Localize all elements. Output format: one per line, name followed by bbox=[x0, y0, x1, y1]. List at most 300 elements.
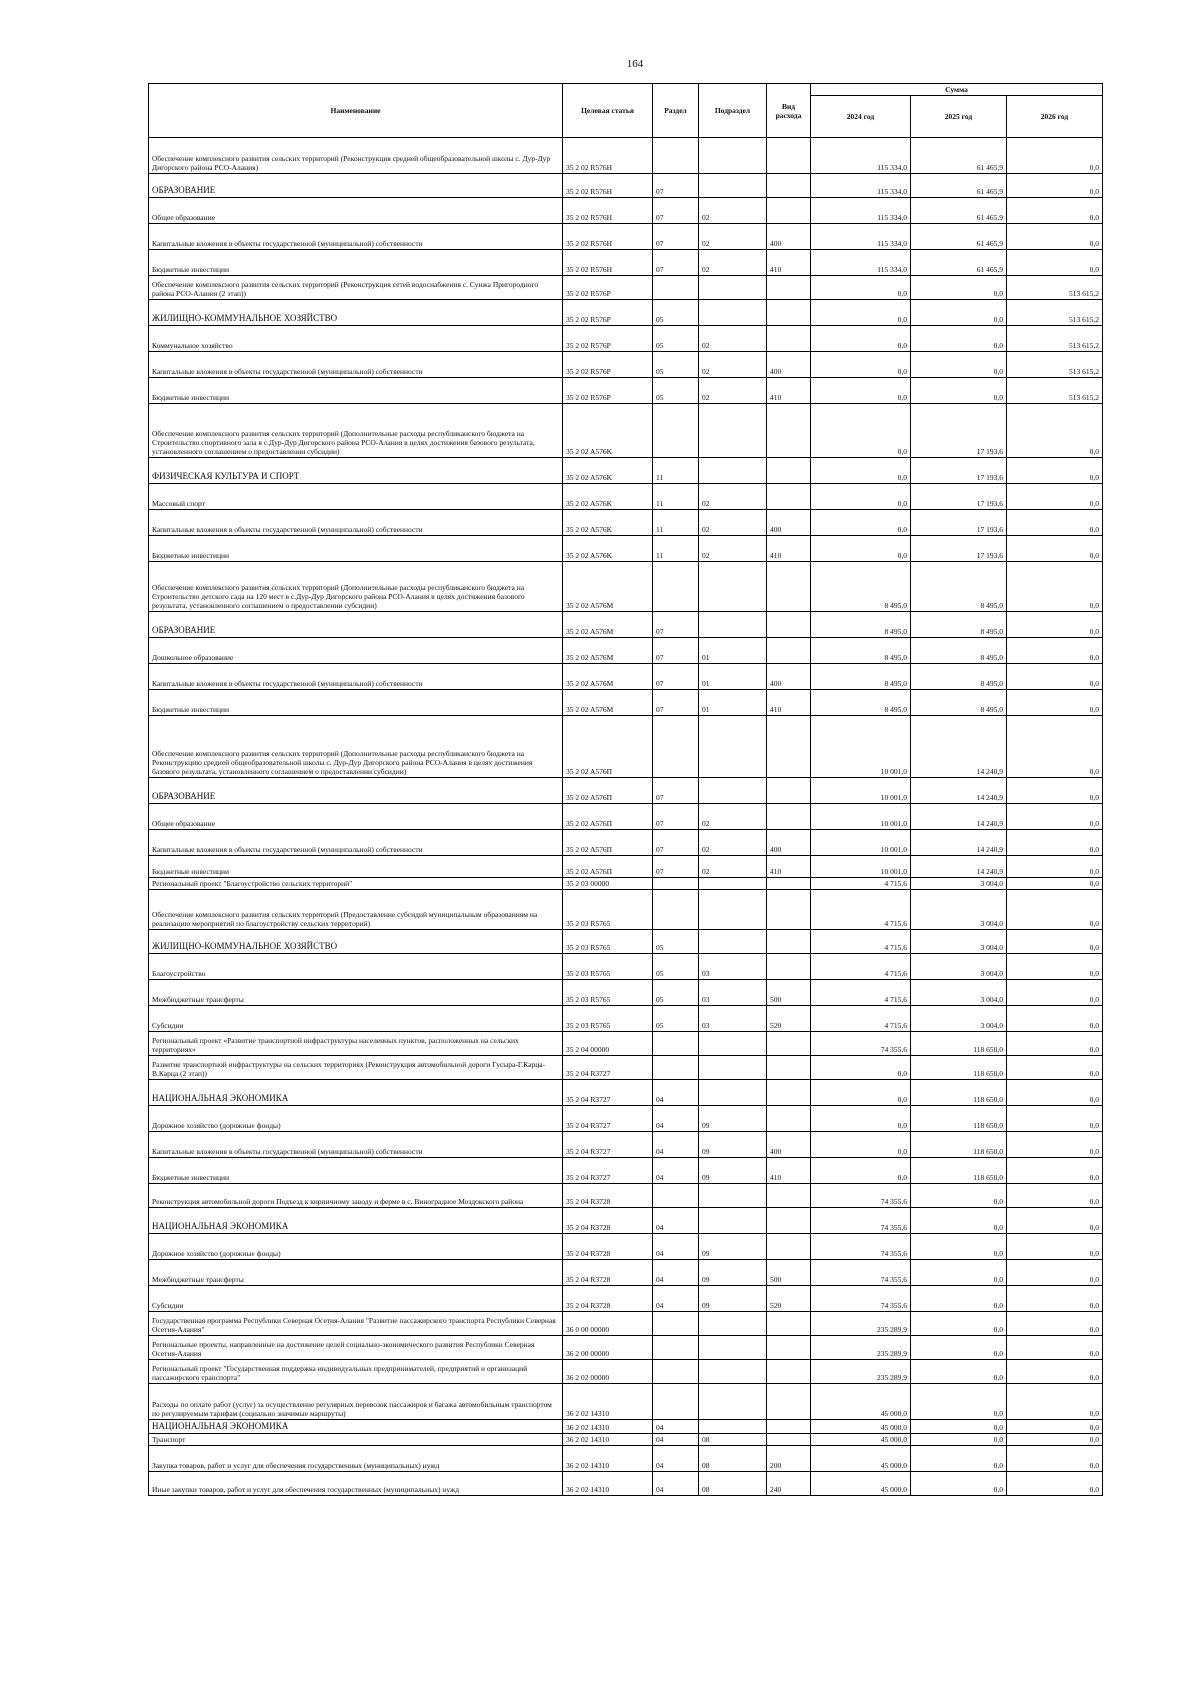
cell-2026: 0,0 bbox=[1007, 830, 1103, 856]
cell-2025: 118 650,0 bbox=[911, 1032, 1007, 1056]
table-row bbox=[149, 404, 1103, 458]
table-row bbox=[149, 612, 1103, 638]
cell-target: 35 2 02 A576П bbox=[563, 716, 653, 778]
cell-target: 35 2 02 A576M bbox=[563, 612, 653, 638]
cell-2026: 513 615,2 bbox=[1007, 276, 1103, 300]
cell-2024: 115 334,0 bbox=[811, 250, 911, 276]
cell-2026: 0,0 bbox=[1007, 1080, 1103, 1106]
cell-kind: 410 bbox=[767, 856, 811, 878]
cell-section: 05 bbox=[653, 378, 699, 404]
cell-section bbox=[653, 562, 699, 612]
cell-kind bbox=[767, 276, 811, 300]
cell-target: 35 2 04 R3727 bbox=[563, 1056, 653, 1080]
cell-2026: 0,0 bbox=[1007, 612, 1103, 638]
cell-target: 35 2 02 A576M bbox=[563, 562, 653, 612]
cell-section bbox=[653, 1312, 699, 1336]
cell-2024: 10 001,0 bbox=[811, 856, 911, 878]
cell-2025: 3 004,0 bbox=[911, 878, 1007, 890]
cell-subsection bbox=[699, 1360, 767, 1384]
cell-2024: 0,0 bbox=[811, 1106, 911, 1132]
cell-name: Государственная программа Республики Северная Осетия-Алания "Развитие пассажирского транспорта Республики Северная Осетия-Алания" bbox=[149, 1312, 563, 1336]
cell-section bbox=[653, 716, 699, 778]
table-row bbox=[149, 1471, 1103, 1495]
cell-subsection bbox=[699, 778, 767, 804]
cell-2026: 0,0 bbox=[1007, 1286, 1103, 1312]
cell-section: 07 bbox=[653, 778, 699, 804]
cell-2025: 8 495,0 bbox=[911, 612, 1007, 638]
cell-2026: 513 615,2 bbox=[1007, 300, 1103, 326]
cell-name: Общее образование bbox=[149, 804, 563, 830]
cell-subsection: 03 bbox=[699, 980, 767, 1006]
cell-2024: 0,0 bbox=[811, 484, 911, 510]
cell-target: 35 2 02 A576K bbox=[563, 484, 653, 510]
cell-2024: 4 715,6 bbox=[811, 1006, 911, 1032]
cell-subsection: 02 bbox=[699, 326, 767, 352]
cell-name: Дорожное хозяйство (дорожные фонды) bbox=[149, 1106, 563, 1132]
table-row bbox=[149, 250, 1103, 276]
cell-name: Общее образование bbox=[149, 198, 563, 224]
cell-2025: 118 650,0 bbox=[911, 1056, 1007, 1080]
cell-kind bbox=[767, 1080, 811, 1106]
cell-2024: 4 715,6 bbox=[811, 980, 911, 1006]
cell-kind bbox=[767, 174, 811, 198]
cell-2024: 74 355,6 bbox=[811, 1208, 911, 1234]
cell-subsection: 02 bbox=[699, 804, 767, 830]
cell-2026: 0,0 bbox=[1007, 1360, 1103, 1384]
cell-subsection: 09 bbox=[699, 1132, 767, 1158]
cell-target: 35 2 02 R576P bbox=[563, 326, 653, 352]
cell-kind: 500 bbox=[767, 980, 811, 1006]
cell-2026: 0,0 bbox=[1007, 1158, 1103, 1184]
cell-section: 11 bbox=[653, 458, 699, 484]
cell-section bbox=[653, 1056, 699, 1080]
cell-2024: 8 495,0 bbox=[811, 690, 911, 716]
cell-2025: 0,0 bbox=[911, 300, 1007, 326]
cell-2025: 0,0 bbox=[911, 1433, 1007, 1445]
cell-2026: 0,0 bbox=[1007, 664, 1103, 690]
cell-kind bbox=[767, 300, 811, 326]
table-row bbox=[149, 890, 1103, 930]
cell-target: 35 2 04 R3727 bbox=[563, 1132, 653, 1158]
cell-2024: 74 355,6 bbox=[811, 1184, 911, 1208]
cell-2026: 0,0 bbox=[1007, 1445, 1103, 1471]
cell-kind bbox=[767, 458, 811, 484]
budget-table bbox=[148, 83, 1103, 1496]
cell-2024: 8 495,0 bbox=[811, 664, 911, 690]
cell-2024: 10 001,0 bbox=[811, 804, 911, 830]
cell-name: Обеспечение комплексного развития сельских территорий (Реконструкция средней общеобразовательной школы с. Дур-Дур Дигорского района РСО-Алания) bbox=[149, 138, 563, 174]
cell-2025: 17 193,6 bbox=[911, 484, 1007, 510]
cell-subsection: 02 bbox=[699, 830, 767, 856]
cell-kind bbox=[767, 716, 811, 778]
cell-section: 11 bbox=[653, 510, 699, 536]
cell-section: 05 bbox=[653, 980, 699, 1006]
cell-kind bbox=[767, 638, 811, 664]
header-sum: Сумма bbox=[811, 84, 1103, 96]
cell-name: Капитальные вложения в объекты государственной (муниципальной) собственности bbox=[149, 1132, 563, 1158]
cell-name: Иные закупки товаров, работ и услуг для обеспечения государственных (муниципальных) нужд bbox=[149, 1471, 563, 1495]
cell-target: 35 2 02 R576P bbox=[563, 352, 653, 378]
cell-2026: 0,0 bbox=[1007, 1006, 1103, 1032]
cell-target: 36 2 02 14310 bbox=[563, 1420, 653, 1434]
cell-name: Межбюджетные трансферты bbox=[149, 1260, 563, 1286]
table-row bbox=[149, 954, 1103, 980]
cell-section bbox=[653, 276, 699, 300]
table-row bbox=[149, 930, 1103, 954]
cell-name: ОБРАЗОВАНИЕ bbox=[149, 612, 563, 638]
cell-target: 35 2 03 R5765 bbox=[563, 890, 653, 930]
cell-section: 07 bbox=[653, 224, 699, 250]
cell-2026: 0,0 bbox=[1007, 716, 1103, 778]
cell-subsection: 03 bbox=[699, 1006, 767, 1032]
table-row bbox=[149, 1336, 1103, 1360]
cell-2025: 0,0 bbox=[911, 378, 1007, 404]
cell-target: 35 2 02 R576H bbox=[563, 250, 653, 276]
cell-2025: 0,0 bbox=[911, 1286, 1007, 1312]
cell-subsection: 01 bbox=[699, 638, 767, 664]
cell-2024: 4 715,6 bbox=[811, 954, 911, 980]
cell-kind bbox=[767, 138, 811, 174]
cell-2025: 14 240,9 bbox=[911, 778, 1007, 804]
table-row bbox=[149, 690, 1103, 716]
header-2024: 2024 год bbox=[811, 96, 911, 138]
cell-2024: 0,0 bbox=[811, 1132, 911, 1158]
cell-section: 07 bbox=[653, 856, 699, 878]
cell-target: 35 2 02 R576H bbox=[563, 138, 653, 174]
cell-subsection bbox=[699, 716, 767, 778]
cell-2026: 0,0 bbox=[1007, 1032, 1103, 1056]
table-row bbox=[149, 1208, 1103, 1234]
cell-2024: 0,0 bbox=[811, 510, 911, 536]
cell-subsection bbox=[699, 1184, 767, 1208]
cell-name: Транспорт bbox=[149, 1433, 563, 1445]
cell-2025: 8 495,0 bbox=[911, 690, 1007, 716]
cell-2025: 61 465,9 bbox=[911, 224, 1007, 250]
cell-target: 35 2 02 R576H bbox=[563, 198, 653, 224]
cell-kind bbox=[767, 804, 811, 830]
cell-2026: 0,0 bbox=[1007, 638, 1103, 664]
cell-kind bbox=[767, 1384, 811, 1420]
cell-2025: 0,0 bbox=[911, 1260, 1007, 1286]
cell-section: 07 bbox=[653, 830, 699, 856]
table-row bbox=[149, 378, 1103, 404]
cell-2024: 4 715,6 bbox=[811, 890, 911, 930]
table-row bbox=[149, 224, 1103, 250]
cell-target: 35 2 02 A576П bbox=[563, 856, 653, 878]
table-row bbox=[149, 1158, 1103, 1184]
cell-kind bbox=[767, 1312, 811, 1336]
cell-subsection: 01 bbox=[699, 690, 767, 716]
cell-2024: 45 000,0 bbox=[811, 1384, 911, 1420]
cell-kind: 520 bbox=[767, 1286, 811, 1312]
cell-2025: 0,0 bbox=[911, 352, 1007, 378]
cell-2025: 118 650,0 bbox=[911, 1132, 1007, 1158]
cell-name: Коммунальное хозяйство bbox=[149, 326, 563, 352]
cell-name: Дошкольное образование bbox=[149, 638, 563, 664]
cell-name: НАЦИОНАЛЬНАЯ ЭКОНОМИКА bbox=[149, 1208, 563, 1234]
cell-kind bbox=[767, 326, 811, 352]
cell-subsection: 02 bbox=[699, 484, 767, 510]
cell-name: Региональные проекты, направленные на достижение целей социально-экономического развития Республики Северная Осетия-Алания bbox=[149, 1336, 563, 1360]
cell-2025: 3 004,0 bbox=[911, 930, 1007, 954]
table-row bbox=[149, 276, 1103, 300]
cell-name: Бюджетные инвестиции bbox=[149, 856, 563, 878]
cell-2026: 0,0 bbox=[1007, 1234, 1103, 1260]
cell-subsection bbox=[699, 138, 767, 174]
cell-subsection bbox=[699, 300, 767, 326]
cell-section: 04 bbox=[653, 1471, 699, 1495]
cell-2024: 4 715,6 bbox=[811, 878, 911, 890]
cell-2026: 0,0 bbox=[1007, 856, 1103, 878]
cell-target: 35 2 02 R576H bbox=[563, 224, 653, 250]
cell-2026: 0,0 bbox=[1007, 890, 1103, 930]
cell-kind: 400 bbox=[767, 830, 811, 856]
cell-kind bbox=[767, 878, 811, 890]
cell-2025: 17 193,6 bbox=[911, 404, 1007, 458]
cell-2024: 45 000,0 bbox=[811, 1420, 911, 1434]
cell-2026: 0,0 bbox=[1007, 1208, 1103, 1234]
cell-2025: 0,0 bbox=[911, 1445, 1007, 1471]
cell-target: 35 2 04 R3727 bbox=[563, 1080, 653, 1106]
cell-2026: 0,0 bbox=[1007, 1384, 1103, 1420]
cell-kind bbox=[767, 1234, 811, 1260]
cell-section: 07 bbox=[653, 198, 699, 224]
cell-2024: 0,0 bbox=[811, 536, 911, 562]
cell-section: 04 bbox=[653, 1260, 699, 1286]
cell-2026: 0,0 bbox=[1007, 878, 1103, 890]
cell-name: Капитальные вложения в объекты государственной (муниципальной) собственности bbox=[149, 224, 563, 250]
cell-subsection: 08 bbox=[699, 1445, 767, 1471]
cell-2025: 61 465,9 bbox=[911, 138, 1007, 174]
cell-target: 35 2 03 R5765 bbox=[563, 930, 653, 954]
cell-name: Субсидии bbox=[149, 1006, 563, 1032]
cell-2026: 0,0 bbox=[1007, 484, 1103, 510]
cell-name: Обеспечение комплексного развития сельских территорий (Дополнительные расходы республиканского бюджета на Строительство детского сада на 120 мест в с.Дур-Дур Дигорского района РСО-Алания в целях достижения базового результата, установленного соглашением о предоставлении субсидии) bbox=[149, 562, 563, 612]
cell-name: Капитальные вложения в объекты государственной (муниципальной) собственности bbox=[149, 352, 563, 378]
cell-kind: 410 bbox=[767, 1158, 811, 1184]
cell-section: 05 bbox=[653, 326, 699, 352]
cell-section: 04 bbox=[653, 1208, 699, 1234]
cell-section bbox=[653, 1336, 699, 1360]
cell-kind bbox=[767, 612, 811, 638]
cell-subsection: 02 bbox=[699, 378, 767, 404]
cell-2026: 0,0 bbox=[1007, 1312, 1103, 1336]
table-row bbox=[149, 174, 1103, 198]
cell-2025: 0,0 bbox=[911, 1471, 1007, 1495]
cell-name: Дорожное хозяйство (дорожные фонды) bbox=[149, 1234, 563, 1260]
cell-2024: 0,0 bbox=[811, 378, 911, 404]
cell-subsection: 02 bbox=[699, 352, 767, 378]
cell-2025: 118 650,0 bbox=[911, 1080, 1007, 1106]
cell-2026: 0,0 bbox=[1007, 174, 1103, 198]
cell-kind bbox=[767, 1433, 811, 1445]
cell-target: 35 2 02 A576M bbox=[563, 664, 653, 690]
table-row bbox=[149, 1056, 1103, 1080]
cell-2026: 0,0 bbox=[1007, 1336, 1103, 1360]
cell-kind bbox=[767, 1208, 811, 1234]
cell-2025: 0,0 bbox=[911, 1420, 1007, 1434]
cell-2026: 0,0 bbox=[1007, 980, 1103, 1006]
table-row bbox=[149, 1433, 1103, 1445]
cell-2025: 17 193,6 bbox=[911, 458, 1007, 484]
cell-2025: 8 495,0 bbox=[911, 638, 1007, 664]
header-kind: Вид расхода bbox=[767, 84, 811, 138]
cell-kind bbox=[767, 198, 811, 224]
cell-2024: 115 334,0 bbox=[811, 138, 911, 174]
cell-2025: 14 240,9 bbox=[911, 716, 1007, 778]
cell-subsection: 02 bbox=[699, 536, 767, 562]
cell-2024: 8 495,0 bbox=[811, 562, 911, 612]
cell-name: Бюджетные инвестиции bbox=[149, 1158, 563, 1184]
cell-section bbox=[653, 1184, 699, 1208]
cell-name: НАЦИОНАЛЬНАЯ ЭКОНОМИКА bbox=[149, 1080, 563, 1106]
cell-2024: 45 000,0 bbox=[811, 1433, 911, 1445]
cell-2024: 45 000,0 bbox=[811, 1445, 911, 1471]
cell-subsection bbox=[699, 174, 767, 198]
cell-subsection bbox=[699, 562, 767, 612]
cell-2026: 0,0 bbox=[1007, 458, 1103, 484]
table-row bbox=[149, 830, 1103, 856]
table-row bbox=[149, 1032, 1103, 1056]
cell-2026: 0,0 bbox=[1007, 510, 1103, 536]
table-row bbox=[149, 198, 1103, 224]
cell-target: 36 0 00 00000 bbox=[563, 1312, 653, 1336]
cell-2025: 0,0 bbox=[911, 1336, 1007, 1360]
cell-subsection: 09 bbox=[699, 1260, 767, 1286]
cell-name: ОБРАЗОВАНИЕ bbox=[149, 174, 563, 198]
cell-2024: 8 495,0 bbox=[811, 638, 911, 664]
cell-subsection bbox=[699, 276, 767, 300]
table-row bbox=[149, 138, 1103, 174]
cell-2026: 0,0 bbox=[1007, 778, 1103, 804]
cell-2024: 0,0 bbox=[811, 326, 911, 352]
cell-target: 36 2 02 14310 bbox=[563, 1471, 653, 1495]
cell-name: Субсидии bbox=[149, 1286, 563, 1312]
cell-2024: 74 355,6 bbox=[811, 1032, 911, 1056]
cell-2026: 0,0 bbox=[1007, 930, 1103, 954]
cell-subsection bbox=[699, 1336, 767, 1360]
cell-section bbox=[653, 138, 699, 174]
cell-kind bbox=[767, 484, 811, 510]
cell-2024: 115 334,0 bbox=[811, 224, 911, 250]
cell-2024: 235 289,9 bbox=[811, 1360, 911, 1384]
cell-2024: 10 001,0 bbox=[811, 778, 911, 804]
cell-subsection bbox=[699, 1208, 767, 1234]
cell-kind bbox=[767, 1336, 811, 1360]
cell-target: 35 2 02 A576K bbox=[563, 536, 653, 562]
cell-target: 35 2 04 R3728 bbox=[563, 1208, 653, 1234]
cell-subsection bbox=[699, 1312, 767, 1336]
cell-2024: 0,0 bbox=[811, 458, 911, 484]
cell-2026: 0,0 bbox=[1007, 536, 1103, 562]
cell-target: 35 2 03 R5765 bbox=[563, 980, 653, 1006]
cell-name: Обеспечение комплексного развития сельских территорий (Реконструкция сетей водоснабжения с. Сунжа Пригородного района РСО-Алания (2 этап)) bbox=[149, 276, 563, 300]
cell-2026: 513 615,2 bbox=[1007, 352, 1103, 378]
cell-kind: 410 bbox=[767, 536, 811, 562]
cell-target: 35 2 02 R576P bbox=[563, 300, 653, 326]
table-row bbox=[149, 1445, 1103, 1471]
cell-name: Благоустройство bbox=[149, 954, 563, 980]
cell-2025: 0,0 bbox=[911, 1384, 1007, 1420]
cell-2024: 0,0 bbox=[811, 1056, 911, 1080]
table-row bbox=[149, 352, 1103, 378]
page-number: 164 bbox=[626, 58, 644, 70]
cell-target: 35 2 02 R576H bbox=[563, 174, 653, 198]
cell-2026: 0,0 bbox=[1007, 224, 1103, 250]
cell-kind bbox=[767, 404, 811, 458]
table-row bbox=[149, 1420, 1103, 1434]
cell-target: 36 2 02 00000 bbox=[563, 1360, 653, 1384]
header-name: Наименование bbox=[149, 84, 563, 138]
cell-2025: 61 465,9 bbox=[911, 250, 1007, 276]
cell-section: 04 bbox=[653, 1080, 699, 1106]
cell-subsection: 08 bbox=[699, 1433, 767, 1445]
cell-kind: 520 bbox=[767, 1006, 811, 1032]
cell-kind bbox=[767, 1056, 811, 1080]
table-row bbox=[149, 664, 1103, 690]
cell-kind bbox=[767, 890, 811, 930]
cell-2025: 17 193,6 bbox=[911, 510, 1007, 536]
cell-section bbox=[653, 404, 699, 458]
cell-2026: 0,0 bbox=[1007, 1471, 1103, 1495]
cell-2025: 118 650,0 bbox=[911, 1106, 1007, 1132]
cell-2025: 0,0 bbox=[911, 1312, 1007, 1336]
cell-target: 36 2 02 14310 bbox=[563, 1384, 653, 1420]
cell-2025: 0,0 bbox=[911, 1208, 1007, 1234]
cell-kind bbox=[767, 1032, 811, 1056]
table-row bbox=[149, 1260, 1103, 1286]
cell-2026: 0,0 bbox=[1007, 138, 1103, 174]
cell-2024: 74 355,6 bbox=[811, 1234, 911, 1260]
cell-2025: 8 495,0 bbox=[911, 562, 1007, 612]
table-row bbox=[149, 878, 1103, 890]
cell-2024: 8 495,0 bbox=[811, 612, 911, 638]
table-row bbox=[149, 856, 1103, 878]
cell-2024: 0,0 bbox=[811, 404, 911, 458]
cell-subsection bbox=[699, 878, 767, 890]
cell-2025: 14 240,9 bbox=[911, 856, 1007, 878]
table-row bbox=[149, 300, 1103, 326]
cell-2026: 0,0 bbox=[1007, 404, 1103, 458]
cell-target: 35 2 04 R3728 bbox=[563, 1234, 653, 1260]
cell-target: 36 2 02 14310 bbox=[563, 1445, 653, 1471]
cell-target: 35 2 02 A576K bbox=[563, 458, 653, 484]
header-subsection: Подраздел bbox=[699, 84, 767, 138]
cell-2025: 0,0 bbox=[911, 1234, 1007, 1260]
cell-subsection: 09 bbox=[699, 1286, 767, 1312]
cell-target: 35 2 02 A576K bbox=[563, 510, 653, 536]
table-row bbox=[149, 562, 1103, 612]
cell-section: 04 bbox=[653, 1433, 699, 1445]
cell-2026: 0,0 bbox=[1007, 250, 1103, 276]
cell-kind: 200 bbox=[767, 1445, 811, 1471]
table-row bbox=[149, 1360, 1103, 1384]
cell-section: 05 bbox=[653, 954, 699, 980]
cell-2025: 17 193,6 bbox=[911, 536, 1007, 562]
cell-name: ОБРАЗОВАНИЕ bbox=[149, 778, 563, 804]
cell-2026: 0,0 bbox=[1007, 1056, 1103, 1080]
table-row bbox=[149, 804, 1103, 830]
cell-name: ЖИЛИЩНО-КОММУНАЛЬНОЕ ХОЗЯЙСТВО bbox=[149, 300, 563, 326]
cell-target: 35 2 02 R576P bbox=[563, 276, 653, 300]
cell-section: 11 bbox=[653, 536, 699, 562]
cell-kind bbox=[767, 1184, 811, 1208]
cell-subsection bbox=[699, 612, 767, 638]
cell-name: Капитальные вложения в объекты государственной (муниципальной) собственности bbox=[149, 664, 563, 690]
cell-kind: 400 bbox=[767, 1132, 811, 1158]
cell-kind: 410 bbox=[767, 690, 811, 716]
cell-subsection bbox=[699, 458, 767, 484]
